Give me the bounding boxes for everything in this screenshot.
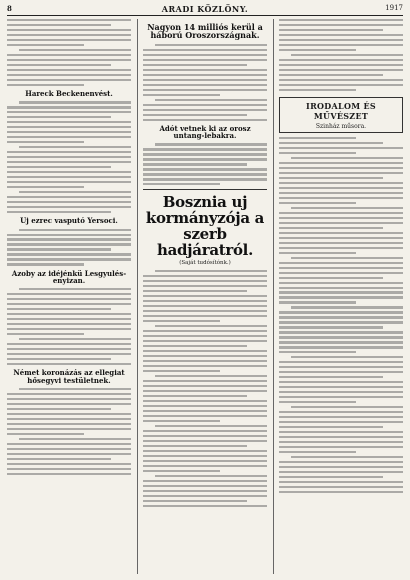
text-line <box>7 443 131 445</box>
text-line <box>143 340 267 342</box>
text-line <box>143 114 247 116</box>
text-line <box>279 267 403 269</box>
text-line <box>143 465 267 467</box>
text-line <box>19 288 131 290</box>
text-line <box>143 94 220 96</box>
headline: Nagyon 14 milliós kerül a háború Oroszországnak. <box>147 22 263 41</box>
text-line <box>279 152 356 154</box>
text-line <box>279 44 403 46</box>
text-line <box>143 445 247 447</box>
text-block <box>143 143 267 185</box>
text-line <box>7 353 131 355</box>
text-line <box>7 54 131 56</box>
text-line <box>279 232 403 234</box>
text-line <box>279 421 403 423</box>
text-line <box>291 157 403 159</box>
text-line <box>279 336 403 338</box>
text-line <box>7 323 131 325</box>
text-line <box>7 44 84 46</box>
text-line <box>279 89 356 91</box>
divider <box>143 189 267 190</box>
text-line <box>279 481 403 483</box>
text-line <box>143 385 267 387</box>
newspaper-title: ARADI KÖZLÖNY. <box>161 4 249 14</box>
text-line <box>279 476 383 478</box>
text-line <box>7 126 131 128</box>
text-line <box>7 458 111 460</box>
text-line <box>143 470 220 472</box>
text-line <box>143 460 267 462</box>
text-line <box>7 34 131 36</box>
text-line <box>143 300 267 302</box>
text-line <box>7 206 131 208</box>
text-block <box>7 229 131 266</box>
text-line <box>279 346 403 348</box>
text-line <box>7 358 111 360</box>
text-line <box>7 234 131 236</box>
text-block <box>7 388 131 475</box>
text-line <box>279 137 356 139</box>
text-line <box>7 64 111 66</box>
text-line <box>143 450 267 452</box>
text-line <box>279 49 356 51</box>
text-line <box>279 396 403 398</box>
text-line <box>279 361 403 363</box>
text-line <box>143 405 267 407</box>
text-line <box>279 162 403 164</box>
text-line <box>7 263 84 265</box>
text-line <box>143 305 267 307</box>
text-line <box>279 391 403 393</box>
text-block <box>7 288 131 365</box>
text-line <box>155 375 267 377</box>
text-line <box>7 151 131 153</box>
text-line <box>7 298 131 300</box>
text-line <box>7 116 111 118</box>
text-line <box>143 173 267 175</box>
text-line <box>143 119 267 121</box>
text-line <box>279 491 403 493</box>
text-line <box>279 446 403 448</box>
text-line <box>143 440 267 442</box>
text-line <box>279 84 403 86</box>
text-line <box>143 335 267 337</box>
text-block <box>7 101 131 213</box>
text-line <box>143 74 267 76</box>
text-line <box>7 453 131 455</box>
text-line <box>279 436 403 438</box>
text-line <box>143 360 267 362</box>
text-line <box>19 388 131 390</box>
text-block <box>279 19 403 91</box>
text-line <box>7 423 131 425</box>
headline: Adót vetnek ki az orosz untang-lebakra. <box>159 123 251 141</box>
text-line <box>7 328 131 330</box>
text-line <box>7 111 131 113</box>
page-number: 8 <box>7 4 12 13</box>
text-line <box>7 79 131 81</box>
text-line <box>143 148 267 150</box>
text-line <box>7 403 131 405</box>
text-line <box>7 186 84 188</box>
text-line <box>143 345 247 347</box>
text-line <box>279 411 403 413</box>
text-line <box>143 350 267 352</box>
text-line <box>143 320 220 322</box>
text-line <box>7 136 131 138</box>
text-line <box>279 237 403 239</box>
headline: Uj ezrec vasputó Yersoci. <box>20 216 118 226</box>
text-line <box>7 468 131 470</box>
text-line <box>7 201 131 203</box>
text-line <box>279 167 403 169</box>
text-line <box>143 178 267 180</box>
text-line <box>279 466 403 468</box>
text-line <box>19 101 131 103</box>
text-line <box>291 406 403 408</box>
text-line <box>7 418 131 420</box>
text-line <box>291 257 403 259</box>
text-line <box>143 64 247 66</box>
text-line <box>279 296 403 298</box>
text-line <box>19 49 131 51</box>
text-line <box>279 291 403 293</box>
text-line <box>143 380 267 382</box>
text-line <box>279 401 356 403</box>
text-line <box>279 426 383 428</box>
text-line <box>7 293 131 295</box>
text-line <box>279 381 403 383</box>
headline: Azoby az idéjénkü Lesgyulés-enyizan. <box>11 268 127 285</box>
main-headline: Bosznia uj kormányzója a szerb hadjáratról. <box>145 193 265 259</box>
text-line <box>143 84 267 86</box>
text-line <box>143 330 267 332</box>
text-block <box>143 270 267 506</box>
text-line <box>279 282 403 284</box>
text-line <box>155 425 267 427</box>
text-line <box>7 19 131 21</box>
text-line <box>279 177 383 179</box>
text-line <box>279 311 403 313</box>
text-line <box>143 500 247 502</box>
text-line <box>143 54 267 56</box>
text-line <box>143 435 267 437</box>
text-line <box>279 19 403 21</box>
text-line <box>143 395 247 397</box>
text-line <box>143 415 267 417</box>
text-line <box>279 242 403 244</box>
text-line <box>7 258 131 260</box>
text-line <box>279 416 403 418</box>
text-line <box>279 39 403 41</box>
text-line <box>143 390 267 392</box>
text-line <box>143 480 267 482</box>
text-line <box>279 212 403 214</box>
text-line <box>279 486 403 488</box>
text-line <box>7 348 131 350</box>
text-line <box>143 79 267 81</box>
text-line <box>7 59 131 61</box>
text-line <box>279 74 383 76</box>
text-line <box>279 172 403 174</box>
text-line <box>143 490 267 492</box>
text-line <box>279 192 403 194</box>
text-block <box>143 44 267 121</box>
text-line <box>143 315 267 317</box>
text-line <box>7 84 84 86</box>
text-line <box>279 471 403 473</box>
text-line <box>279 301 356 303</box>
text-line <box>143 495 267 497</box>
text-line <box>143 310 267 312</box>
column-1 <box>7 19 131 574</box>
text-line <box>143 158 267 160</box>
text-line <box>7 408 111 410</box>
text-line <box>7 161 131 163</box>
text-line <box>7 141 84 143</box>
text-line <box>279 147 403 149</box>
text-line <box>279 182 403 184</box>
text-line <box>7 333 84 335</box>
text-line <box>143 275 267 277</box>
text-line <box>279 277 383 279</box>
text-line <box>155 325 267 327</box>
text-line <box>7 413 131 415</box>
text-line <box>155 270 267 272</box>
text-line <box>19 338 131 340</box>
text-line <box>291 456 403 458</box>
text-line <box>7 196 131 198</box>
text-line <box>7 303 131 305</box>
text-line <box>7 171 131 173</box>
text-line <box>279 247 403 249</box>
text-line <box>7 156 131 158</box>
text-line <box>155 99 267 101</box>
text-line <box>279 386 403 388</box>
text-line <box>279 187 403 189</box>
text-line <box>155 143 267 145</box>
text-line <box>279 431 403 433</box>
text-line <box>143 505 267 507</box>
text-line <box>143 69 267 71</box>
text-line <box>143 49 267 51</box>
text-line <box>7 308 111 310</box>
text-line <box>143 410 267 412</box>
column-2 <box>137 19 267 574</box>
text-line <box>143 59 267 61</box>
text-line <box>143 365 267 367</box>
text-line <box>279 351 356 353</box>
text-line <box>279 461 403 463</box>
text-line <box>7 448 131 450</box>
text-line <box>279 451 356 453</box>
text-line <box>279 326 383 328</box>
columns <box>7 19 403 574</box>
text-line <box>279 59 403 61</box>
text-line <box>7 74 131 76</box>
text-line <box>279 34 403 36</box>
text-line <box>279 217 403 219</box>
section-subtitle: Szinház műsora. <box>315 122 367 130</box>
text-line <box>7 253 131 255</box>
column-3 <box>273 19 403 574</box>
text-line <box>7 121 131 123</box>
text-line <box>279 262 403 264</box>
text-line <box>7 181 131 183</box>
text-line <box>7 428 131 430</box>
text-line <box>291 356 403 358</box>
text-line <box>279 272 403 274</box>
text-line <box>155 475 267 477</box>
text-line <box>279 331 403 333</box>
text-line <box>291 306 403 308</box>
text-line <box>279 142 383 144</box>
text-line <box>279 441 403 443</box>
section-header-box <box>279 97 403 133</box>
text-line <box>7 463 131 465</box>
text-line <box>19 438 131 440</box>
text-line <box>143 153 267 155</box>
text-line <box>143 355 267 357</box>
text-line <box>143 370 220 372</box>
text-line <box>7 106 131 108</box>
headline: Német koronázás az ellegiat hősegyvi testületnek. <box>13 368 125 385</box>
text-line <box>279 222 403 224</box>
text-line <box>143 285 267 287</box>
text-line <box>7 433 84 435</box>
text-line <box>143 485 267 487</box>
text-line <box>143 430 267 432</box>
text-line <box>279 376 383 378</box>
text-line <box>143 168 267 170</box>
text-line <box>143 163 247 165</box>
text-line <box>7 398 131 400</box>
text-line <box>143 400 267 402</box>
text-block <box>279 137 403 493</box>
text-line <box>143 89 267 91</box>
text-line <box>143 290 247 292</box>
text-line <box>291 54 403 56</box>
text-line <box>19 229 131 231</box>
text-line <box>7 238 131 240</box>
text-line <box>19 191 131 193</box>
text-line <box>279 202 356 204</box>
text-line <box>279 371 403 373</box>
text-line <box>19 146 131 148</box>
text-line <box>7 24 111 26</box>
text-line <box>7 69 131 71</box>
headline-subtitle: (Saját tudósítónk.) <box>179 260 231 267</box>
text-line <box>7 473 131 475</box>
text-line <box>143 420 220 422</box>
text-line <box>155 44 267 46</box>
text-line <box>7 343 131 345</box>
text-line <box>7 313 131 315</box>
text-line <box>143 183 220 185</box>
text-line <box>279 287 403 289</box>
text-line <box>291 207 403 209</box>
headline: Hareck Beckenenvést. <box>25 88 113 98</box>
text-line <box>7 248 111 250</box>
text-block <box>7 19 131 86</box>
text-line <box>7 363 131 365</box>
text-line <box>7 131 131 133</box>
text-line <box>279 252 356 254</box>
text-line <box>7 166 111 168</box>
text-line <box>7 393 131 395</box>
text-line <box>7 176 131 178</box>
text-line <box>279 69 403 71</box>
text-line <box>143 295 267 297</box>
masthead <box>7 4 403 16</box>
text-line <box>143 109 267 111</box>
text-line <box>279 24 403 26</box>
text-line <box>279 197 403 199</box>
text-line <box>7 318 131 320</box>
text-line <box>279 321 403 323</box>
text-line <box>279 366 403 368</box>
issue-year: 1917 <box>385 4 403 12</box>
text-line <box>143 280 267 282</box>
text-line <box>279 29 383 31</box>
text-line <box>279 227 383 229</box>
section-title: IRODALOM ÉS MŰVÉSZET <box>306 100 376 121</box>
text-line <box>279 316 403 318</box>
text-line <box>279 79 403 81</box>
text-line <box>7 29 131 31</box>
text-line <box>7 243 131 245</box>
text-line <box>279 341 403 343</box>
text-line <box>143 104 267 106</box>
text-line <box>7 211 111 213</box>
text-line <box>279 64 403 66</box>
text-line <box>143 455 267 457</box>
text-line <box>7 39 131 41</box>
